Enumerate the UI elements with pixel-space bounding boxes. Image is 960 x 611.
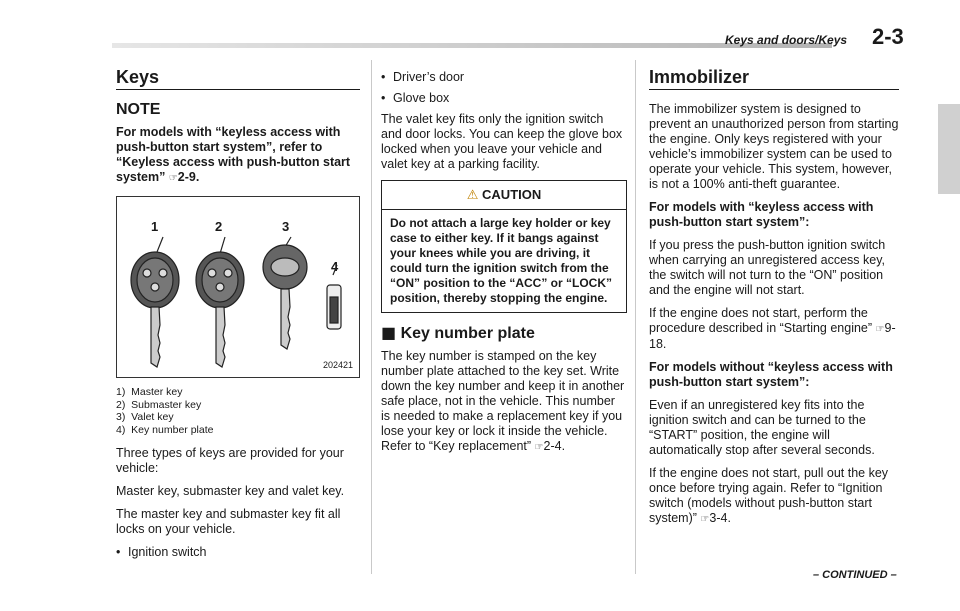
subheading: For models without “keyless access with push-button start system”: [649, 360, 893, 389]
caution-text: Do not attach a large key holder or key case to either key. If it bangs against your knees while you are driving, it could turn the ignition switch from the “ON” position to the “ACC” or “LOCK” position, thereby stopping the engine. [390, 216, 612, 305]
caution-label: CAUTION [482, 187, 542, 202]
paragraph: Master key, submaster key and valet key. [116, 484, 345, 498]
figure-callout-3: 3 [282, 219, 290, 234]
bullet-item: • Driver’s door [381, 70, 627, 85]
subheading-key-number-plate [381, 325, 627, 341]
paragraph [649, 306, 899, 352]
note-title: NOTE [116, 101, 161, 118]
paragraph-text: The key number is stamped on the key number plate attached to the key set. Write down the key number and keep it in another safe place, not in the vehicle. This number is needed to make a replacement key if you lose your key or lock it inside the vehicle. Refer to “Key replacement” [381, 349, 625, 453]
page-ref-icon: ☞ [534, 442, 544, 453]
paragraph-text: If the engine does not start, perform the procedure described in “Starting engine” [649, 306, 873, 335]
figure-callout-4: 4 [331, 259, 339, 274]
note-ref: 2-9. [177, 170, 200, 184]
page-ref: 2-4. [543, 439, 566, 453]
paragraph-text: If the engine does not start, pull out the key once before trying again. Refer to “Ignition switch (models without push-button start system)” [649, 466, 889, 525]
section-title-keys: Keys [116, 70, 360, 90]
paragraph [649, 466, 899, 527]
column-divider [635, 60, 636, 574]
figure-captions [116, 386, 360, 436]
column-divider [371, 60, 372, 574]
bullet-item: • Glove box [381, 91, 627, 106]
caption-item: 1) Master key [116, 386, 183, 398]
paragraph: The master key and submaster key fit all locks on your vehicle. [116, 507, 341, 536]
master-key-icon [131, 237, 179, 367]
left-column [116, 67, 360, 566]
running-header-title: Keys and doors/Keys [725, 33, 848, 47]
section-marker-icon: ■ [381, 323, 397, 342]
warning-icon: ⚠ [466, 188, 479, 203]
note-text-body: For models with “keyless access with push-button start system”, refer to “Keyless access with push-button start system” [116, 125, 351, 184]
valet-key-icon [263, 237, 307, 349]
paragraph: The immobilizer system is designed to prevent an unauthorized person from starting the engine. Only keys registered with your vehicle’s immobilizer system can be used to operate your vehicle. This system, however, is not a 100% anti-theft guarantee. [649, 102, 899, 191]
caption-item: 3) Valet key [116, 411, 174, 423]
subheading-text: Key number plate [400, 325, 535, 342]
chapter-tab [938, 104, 960, 194]
figure-code: 202421 [322, 360, 353, 370]
paragraph: If you press the push-button ignition switch when carrying an unregistered access key, the switch will not turn to the “ON” position and the engine will not start. [649, 238, 886, 297]
caption-item: 2) Submaster key [116, 398, 202, 411]
page-ref-icon: ☞ [875, 324, 885, 335]
paragraph: The valet key fits only the ignition switch and door locks. You can keep the glove box locked when you leave your vehicle and valet key at a parking facility. [381, 112, 623, 171]
continued-label: – CONTINUED – [813, 569, 897, 581]
middle-column [381, 70, 627, 463]
figure-callout-1: 1 [151, 219, 159, 234]
caption-item: 4) Key number plate [116, 423, 214, 436]
page-ref-icon: ☞ [168, 173, 178, 184]
caution-box [381, 180, 627, 313]
paragraph: Even if an unregistered key fits into the ignition switch and can be turned to the “START” position, the engine will automatically stop after several seconds. [649, 398, 875, 457]
caution-header [382, 181, 626, 210]
bullet-item: • Ignition switch [116, 545, 360, 560]
page-ref: 9-18. [649, 321, 896, 351]
paragraph [381, 349, 627, 455]
section-title-immobilizer: Immobilizer [649, 70, 899, 90]
paragraph: Three types of keys are provided for your vehicle: [116, 446, 344, 475]
header-bar [112, 43, 832, 48]
submaster-key-icon [196, 237, 244, 367]
page-ref: 3-4. [709, 511, 731, 525]
figure-callout-2: 2 [215, 219, 223, 234]
right-column [649, 67, 899, 535]
keys-figure [116, 196, 360, 378]
key-illustration [125, 235, 355, 370]
page-number: 2-3 [872, 24, 904, 49]
subheading: For models with “keyless access with push-button start system”: [649, 200, 874, 229]
page-ref-icon: ☞ [700, 514, 710, 525]
key-number-plate-icon [327, 265, 341, 329]
note-text [116, 125, 360, 186]
